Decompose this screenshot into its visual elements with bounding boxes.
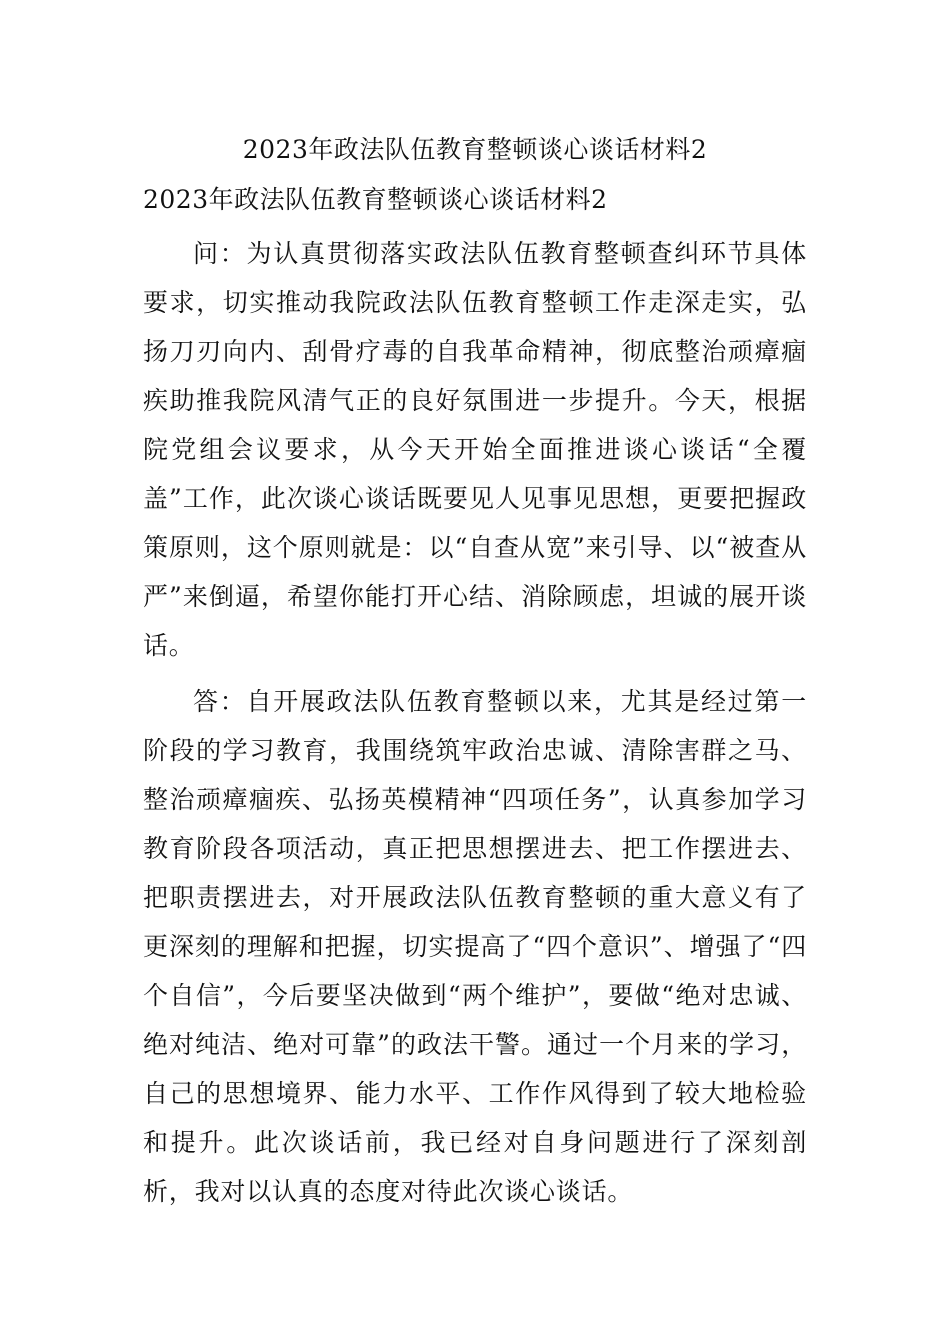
paragraph-answer: 答：自开展政法队伍教育整顿以来，尤其是经过第一阶段的学习教育，我围绕筑牢政治忠诚、清除害群之马、整治顽瘴痼疾、弘扬英模精神“四项任务”，认真参加学习教育阶段各项活动，真正把思想摆进去、把工作摆进去、把职责摆进去，对开展政法队伍教育整顿的重大意义有了更深刻的理解和把握，切实提高了“四个意识”、增强了“四个自信”，今后要坚决做到“两个维护”，要做“绝对忠诚、绝对纯洁、绝对可靠”的政法干警。通过一个月来的学习，自己的思想境界、能力水平、工作作风得到了较大地检验和提升。此次谈话前，我已经对自身问题进行了深刻剖析，我对以认真的态度对待此次谈心谈话。: [143, 687, 807, 1206]
document-subtitle: 2023年政法队伍教育整顿谈心谈话材料2: [143, 185, 608, 214]
paragraph-question: 问：为认真贯彻落实政法队伍教育整顿查纠环节具体要求，切实推动我院政法队伍教育整顿工作走深走实，弘扬刀刃向内、刮骨疗毒的自我革命精神，彻底整治顽瘴痼疾助推我院风清气正的良好氛围进一步提升。今天，根据院党组会议要求，从今天开始全面推进谈心谈话“全覆盖”工作，此次谈心谈话既要见人见事见思想，更要把握政策原则，这个原则就是：以“自查从宽”来引导、以“被查从严”来倒逼，希望你能打开心结、消除顾虑，坦诚的展开谈话。: [143, 239, 807, 660]
document-title: 2023年政法队伍教育整顿谈心谈话材料2: [242, 135, 708, 164]
